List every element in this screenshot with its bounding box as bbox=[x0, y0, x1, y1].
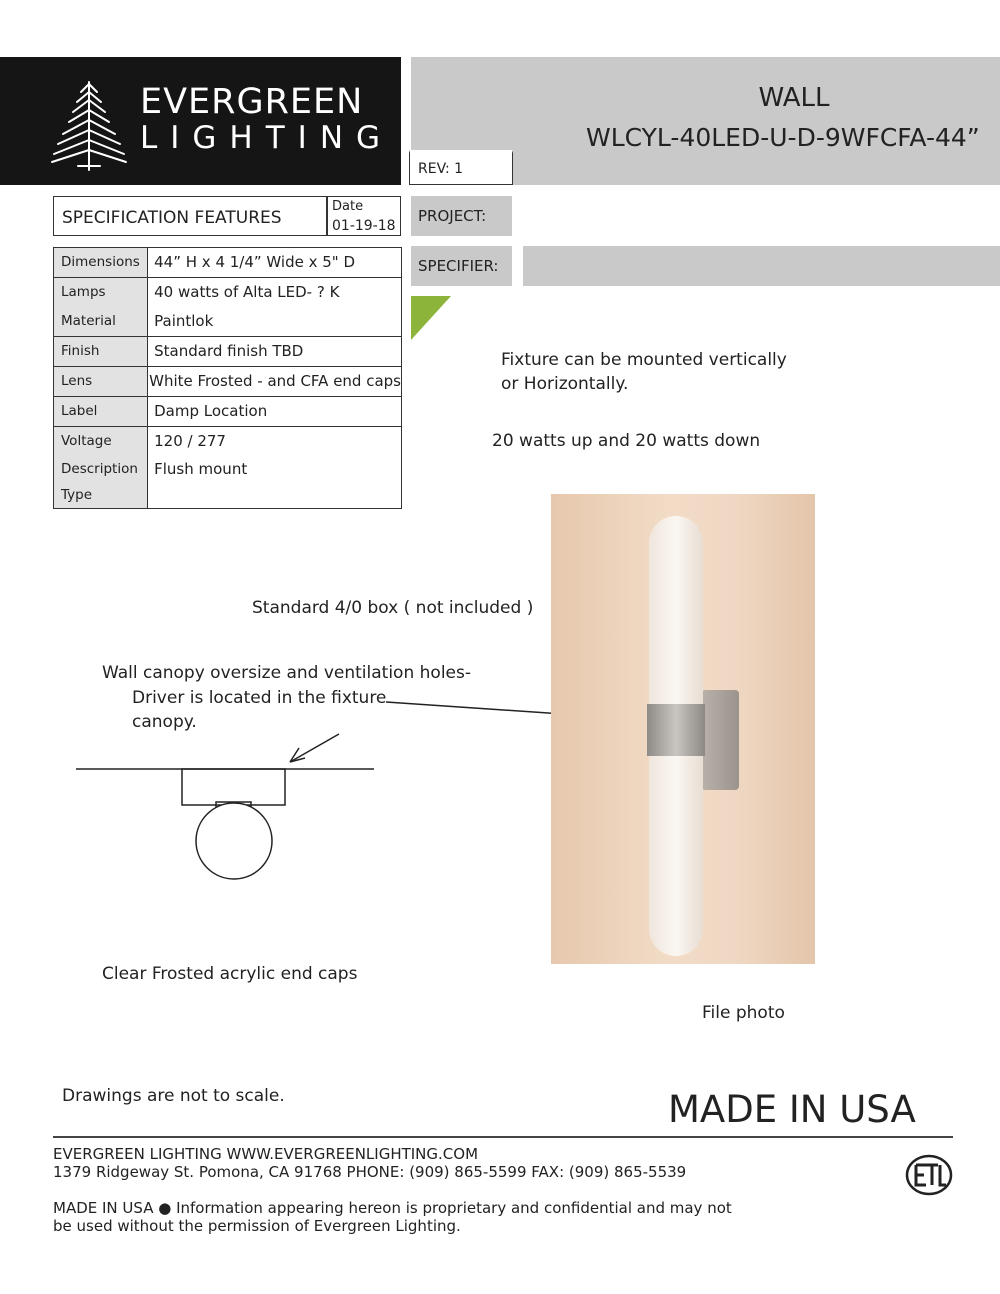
box-note: Standard 4/0 box ( not included ) bbox=[252, 598, 534, 618]
scale-note: Drawings are not to scale. bbox=[62, 1086, 285, 1106]
mount-note-line1: Fixture can be mounted vertically bbox=[501, 350, 787, 370]
date-divider bbox=[326, 196, 328, 236]
spec-table bbox=[53, 247, 402, 509]
etl-listed-logo-icon bbox=[904, 1153, 954, 1197]
spec-label: Voltage Description Type bbox=[54, 427, 148, 509]
brand-subname: LIGHTING bbox=[140, 120, 394, 156]
specifier-field bbox=[523, 246, 1000, 286]
spec-label: Label bbox=[54, 397, 148, 427]
footer-disclaimer-line2: be used without the permission of Evergreen Lighting. bbox=[53, 1217, 461, 1235]
spec-value: White Frosted - and CFA end caps bbox=[148, 367, 402, 397]
revision-label: REV: 1 bbox=[418, 161, 464, 177]
canopy-note-line1: Wall canopy oversize and ventilation holes- bbox=[102, 663, 471, 683]
made-in-usa-heading: MADE IN USA bbox=[668, 1088, 916, 1131]
specifier-label: SPECIFIER: bbox=[418, 257, 499, 275]
spec-value: 40 watts of Alta LED- ? K Paintlok bbox=[148, 278, 402, 337]
mount-note-line2: or Horizontally. bbox=[501, 374, 629, 394]
spec-row-dimensions bbox=[54, 248, 402, 278]
endcaps-note: Clear Frosted acrylic end caps bbox=[102, 964, 358, 984]
spec-row-lens bbox=[54, 367, 402, 397]
spec-value: Standard finish TBD bbox=[148, 337, 402, 367]
date-value: 01-19-18 bbox=[332, 218, 396, 234]
spec-label: Dimensions bbox=[54, 248, 148, 278]
spec-label: Lens bbox=[54, 367, 148, 397]
spec-row-voltage-description-type bbox=[54, 427, 402, 509]
footer-company-line: EVERGREEN LIGHTING WWW.EVERGREENLIGHTING.COM bbox=[53, 1145, 479, 1163]
canopy-note-line2: Driver is located in the fixture bbox=[132, 688, 387, 708]
file-photo-caption: File photo bbox=[702, 1003, 785, 1023]
spec-value: 120 / 277 Flush mount bbox=[148, 427, 402, 509]
watts-note: 20 watts up and 20 watts down bbox=[492, 431, 761, 451]
brand-name: EVERGREEN bbox=[140, 82, 364, 122]
spec-row-lamps-material bbox=[54, 278, 402, 337]
category-title: WALL bbox=[758, 83, 830, 113]
project-label: PROJECT: bbox=[418, 207, 487, 225]
evergreen-tree-icon bbox=[48, 78, 130, 174]
footer-disclaimer-line1: MADE IN USA ● Information appearing hereon is proprietary and confidential and may not bbox=[53, 1199, 732, 1217]
spec-value: Damp Location bbox=[148, 397, 402, 427]
spec-label: Lamps Material bbox=[54, 278, 148, 337]
spec-title: SPECIFICATION FEATURES bbox=[62, 208, 282, 228]
spec-row-label bbox=[54, 397, 402, 427]
model-number: WLCYL-40LED-U-D-9WFCFA-44” bbox=[586, 123, 980, 152]
spec-row-finish bbox=[54, 337, 402, 367]
date-label: Date bbox=[332, 199, 364, 214]
footer-address-line: 1379 Ridgeway St. Pomona, CA 91768 PHONE: (909) 865-5599 FAX: (909) 865-5539 bbox=[53, 1163, 687, 1181]
file-photo bbox=[551, 494, 815, 964]
canopy-note-line3: canopy. bbox=[132, 712, 197, 732]
spec-label: Finish bbox=[54, 337, 148, 367]
fixture-side-drawing bbox=[70, 728, 380, 884]
spec-value: 44” H x 4 1/4” Wide x 5" D bbox=[148, 248, 402, 278]
wall-sconce-photo-icon bbox=[551, 494, 815, 964]
accent-triangle bbox=[411, 296, 451, 340]
footer-divider bbox=[53, 1136, 953, 1138]
